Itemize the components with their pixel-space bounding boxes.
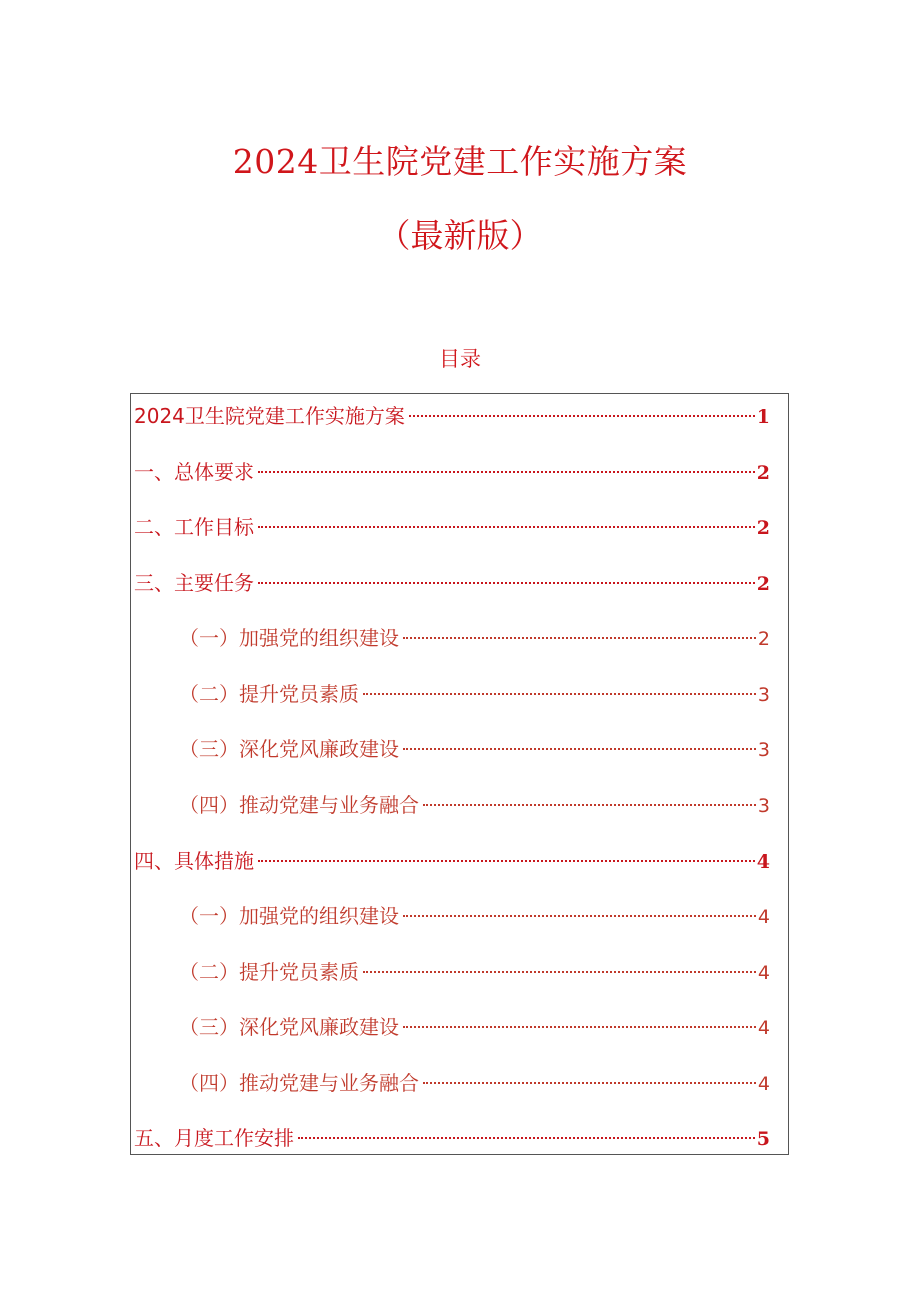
toc-entry-page: 5 — [756, 1128, 770, 1150]
toc-entry[interactable] — [179, 957, 770, 987]
toc-leader-dots — [423, 804, 756, 806]
toc-entry-text: 2024卫生院党建工作实施方案 — [134, 404, 405, 428]
toc-entry-page: 4 — [756, 851, 770, 873]
toc-entry-page: 2 — [756, 462, 770, 484]
toc-entry[interactable] — [179, 734, 770, 764]
toc-leader-dots — [409, 415, 755, 417]
toc-entry[interactable] — [179, 901, 770, 931]
toc-entry-text: 三、主要任务 — [134, 571, 254, 595]
table-of-contents — [130, 393, 789, 1155]
toc-entry-page: 3 — [757, 684, 770, 706]
toc-entry-text: （二）提升党员素质 — [179, 960, 359, 984]
toc-entry[interactable] — [134, 568, 770, 598]
toc-entry[interactable] — [134, 846, 770, 876]
toc-entry[interactable] — [179, 679, 770, 709]
toc-leader-dots — [258, 860, 755, 862]
toc-entry-text: 一、总体要求 — [134, 460, 254, 484]
toc-entry-page: 4 — [757, 1017, 770, 1039]
toc-entry-text: （一）加强党的组织建设 — [179, 904, 399, 928]
toc-heading: 目录 — [439, 347, 481, 371]
toc-entry[interactable] — [134, 512, 770, 542]
toc-leader-dots — [363, 971, 756, 973]
toc-entry-page: 2 — [756, 573, 770, 595]
document-title: 2024卫生院党建工作实施方案 — [232, 142, 688, 181]
toc-leader-dots — [403, 637, 756, 639]
toc-entry[interactable] — [134, 1123, 770, 1153]
toc-entry-page: 1 — [756, 406, 770, 428]
toc-entry-text: （二）提升党员素质 — [179, 682, 359, 706]
toc-entry[interactable] — [134, 401, 770, 431]
toc-entry-page: 4 — [757, 906, 770, 928]
toc-entry-text: （四）推动党建与业务融合 — [179, 793, 419, 817]
toc-entry-page: 2 — [757, 628, 770, 650]
toc-entry-text: 二、工作目标 — [134, 515, 254, 539]
toc-entry-text: 四、具体措施 — [134, 849, 254, 873]
toc-leader-dots — [298, 1137, 755, 1139]
toc-leader-dots — [258, 526, 755, 528]
toc-leader-dots — [423, 1082, 756, 1084]
toc-entry-page: 3 — [757, 795, 770, 817]
toc-entry[interactable] — [179, 790, 770, 820]
toc-entry[interactable] — [179, 623, 770, 653]
toc-entry[interactable] — [179, 1012, 770, 1042]
toc-leader-dots — [403, 915, 756, 917]
toc-leader-dots — [403, 1026, 756, 1028]
toc-entry-text: （一）加强党的组织建设 — [179, 626, 399, 650]
toc-entry-text: （三）深化党风廉政建设 — [179, 1015, 399, 1039]
toc-entry-page: 4 — [757, 962, 770, 984]
toc-leader-dots — [258, 471, 755, 473]
toc-entry-text: 五、月度工作安排 — [134, 1126, 294, 1150]
toc-leader-dots — [403, 748, 756, 750]
toc-leader-dots — [363, 693, 756, 695]
toc-leader-dots — [258, 582, 755, 584]
document-subtitle: （最新版） — [377, 216, 543, 255]
toc-entry-page: 2 — [756, 517, 770, 539]
toc-entry-text: （四）推动党建与业务融合 — [179, 1071, 419, 1095]
toc-entry-text: （三）深化党风廉政建设 — [179, 737, 399, 761]
toc-entry[interactable] — [179, 1068, 770, 1098]
toc-entry-page: 3 — [757, 739, 770, 761]
toc-entry[interactable] — [134, 457, 770, 487]
toc-entry-page: 4 — [757, 1073, 770, 1095]
